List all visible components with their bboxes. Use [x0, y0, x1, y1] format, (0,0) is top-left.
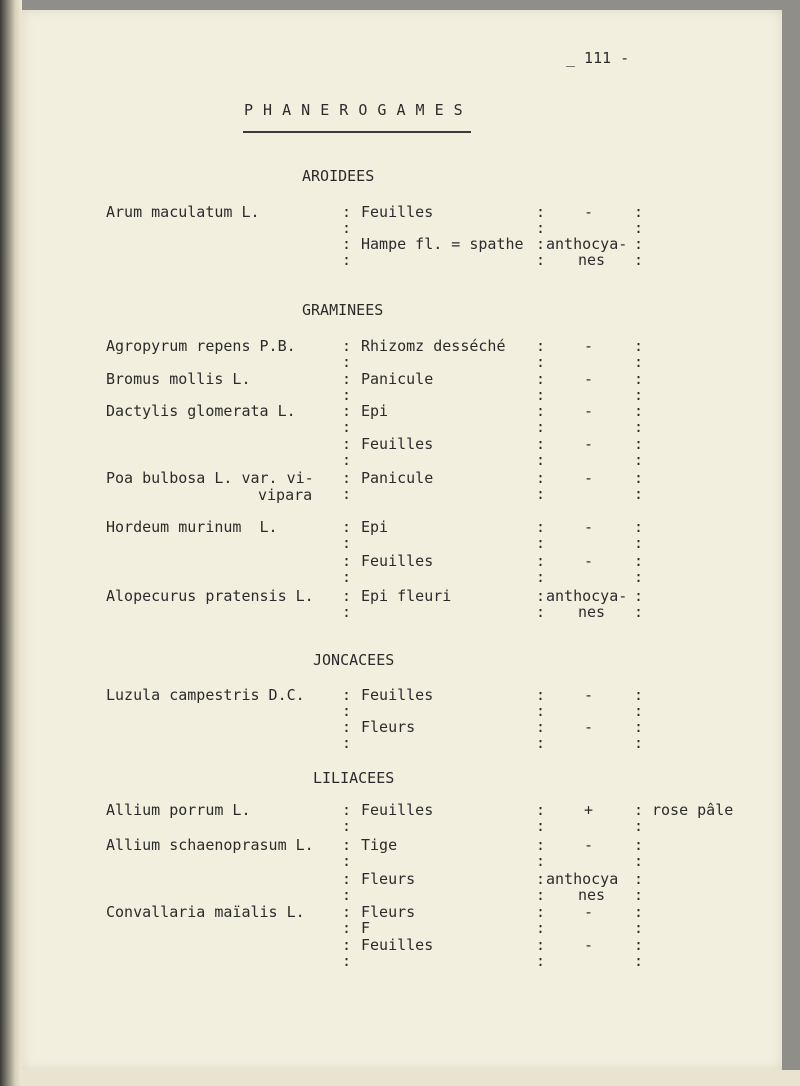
plant-part: Hampe fl. = spathe	[361, 235, 524, 253]
page-number: _ 111 -	[566, 49, 630, 67]
plant-part: Feuilles	[361, 686, 434, 704]
column-separator: :	[536, 337, 546, 355]
result-value: anthocya	[546, 870, 619, 888]
result-value: -	[584, 435, 594, 453]
column-separator: :	[634, 552, 644, 570]
plant-part: Panicule	[361, 370, 434, 388]
column-separator: :	[536, 870, 546, 888]
column-separator: :	[536, 952, 546, 970]
column-separator: :	[536, 836, 546, 854]
column-separator: :	[634, 469, 644, 487]
result-value: -	[584, 552, 594, 570]
family-heading-joncacees: JONCACEES	[313, 651, 395, 669]
plant-part: Fleurs	[361, 718, 416, 736]
column-separator: :	[634, 518, 644, 536]
column-separator: :	[342, 587, 352, 605]
column-separator: :	[634, 936, 644, 954]
page-bottom-edge	[22, 1070, 800, 1086]
column-separator: :	[536, 485, 546, 503]
plant-part: Feuilles	[361, 552, 434, 570]
column-separator: :	[634, 952, 644, 970]
column-separator: :	[634, 702, 644, 720]
plant-part-continued: F	[361, 919, 371, 937]
column-separator: :	[342, 702, 352, 720]
column-separator: :	[634, 568, 644, 586]
column-separator: :	[342, 386, 352, 404]
plant-part: Fleurs	[361, 870, 416, 888]
column-separator: :	[634, 451, 644, 469]
result-value: -	[584, 518, 594, 536]
family-heading-liliacees: LILIACEES	[313, 769, 395, 787]
column-separator: :	[536, 451, 546, 469]
column-separator: :	[342, 251, 352, 269]
column-separator: :	[536, 518, 546, 536]
column-separator: :	[536, 418, 546, 436]
column-separator: :	[342, 852, 352, 870]
plant-part: Feuilles	[361, 435, 434, 453]
column-separator: :	[634, 353, 644, 371]
result-value-continued: nes	[578, 886, 606, 904]
column-separator: :	[536, 801, 546, 819]
result-value: -	[584, 469, 594, 487]
result-value: -	[584, 936, 594, 954]
column-separator: :	[342, 337, 352, 355]
column-separator: :	[536, 435, 546, 453]
column-separator: :	[634, 801, 644, 819]
column-separator: :	[536, 903, 546, 921]
result-value: -	[584, 203, 594, 221]
column-separator: :	[342, 919, 352, 937]
result-value: -	[584, 836, 594, 854]
result-value: anthocya-	[546, 235, 628, 253]
result-note: rose pâle	[652, 801, 734, 819]
column-separator: :	[342, 203, 352, 221]
column-separator: :	[342, 952, 352, 970]
column-separator: :	[342, 485, 352, 503]
column-separator: :	[342, 402, 352, 420]
result-value-continued: nes	[578, 603, 606, 621]
column-separator: :	[634, 919, 644, 937]
result-value-continued: nes	[578, 251, 606, 269]
column-separator: :	[536, 718, 546, 736]
column-separator: :	[536, 235, 546, 253]
column-separator: :	[342, 370, 352, 388]
column-separator: :	[536, 686, 546, 704]
column-separator: :	[536, 568, 546, 586]
column-separator: :	[536, 734, 546, 752]
species-name: Luzula campestris D.C.	[106, 686, 305, 704]
column-separator: :	[536, 386, 546, 404]
species-name: Hordeum murinum L.	[106, 518, 278, 536]
column-separator: :	[536, 552, 546, 570]
column-separator: :	[634, 686, 644, 704]
column-separator: :	[634, 370, 644, 388]
plant-part: Fleurs	[361, 903, 416, 921]
result-value: anthocya-	[546, 587, 628, 605]
plant-part: Feuilles	[361, 203, 434, 221]
column-separator: :	[634, 203, 644, 221]
result-value: +	[584, 801, 594, 819]
column-separator: :	[634, 587, 644, 605]
column-separator: :	[536, 370, 546, 388]
column-separator: :	[536, 587, 546, 605]
column-separator: :	[342, 686, 352, 704]
column-separator: :	[342, 534, 352, 552]
column-separator: :	[634, 817, 644, 835]
column-separator: :	[536, 852, 546, 870]
column-separator: :	[342, 734, 352, 752]
column-separator: :	[342, 836, 352, 854]
column-separator: :	[536, 469, 546, 487]
column-separator: :	[634, 386, 644, 404]
column-separator: :	[342, 469, 352, 487]
column-separator: :	[342, 936, 352, 954]
column-separator: :	[342, 817, 352, 835]
family-heading-graminees: GRAMINEES	[302, 301, 384, 319]
column-separator: :	[634, 718, 644, 736]
family-heading-aroidees: AROIDEES	[302, 167, 375, 185]
species-name-continued: vipara	[258, 486, 313, 504]
column-separator: :	[342, 801, 352, 819]
column-separator: :	[634, 903, 644, 921]
column-separator: :	[342, 870, 352, 888]
column-separator: :	[634, 870, 644, 888]
column-separator: :	[342, 552, 352, 570]
plant-part: Tige	[361, 836, 398, 854]
column-separator: :	[342, 219, 352, 237]
column-separator: :	[634, 219, 644, 237]
column-separator: :	[634, 235, 644, 253]
column-separator: :	[342, 903, 352, 921]
column-separator: :	[634, 734, 644, 752]
column-separator: :	[536, 353, 546, 371]
plant-part: Epi	[361, 402, 389, 420]
column-separator: :	[536, 203, 546, 221]
species-name: Bromus mollis L.	[106, 370, 251, 388]
column-separator: :	[634, 251, 644, 269]
column-separator: :	[536, 886, 546, 904]
column-separator: :	[536, 919, 546, 937]
column-separator: :	[536, 603, 546, 621]
plant-part: Feuilles	[361, 801, 434, 819]
result-value: -	[584, 718, 594, 736]
species-name: Alopecurus pratensis L.	[106, 587, 314, 605]
column-separator: :	[342, 886, 352, 904]
column-separator: :	[634, 603, 644, 621]
column-separator: :	[342, 435, 352, 453]
result-value: -	[584, 337, 594, 355]
result-value: -	[584, 402, 594, 420]
column-separator: :	[536, 251, 546, 269]
result-value: -	[584, 903, 594, 921]
plant-part: Epi	[361, 518, 389, 536]
column-separator: :	[634, 402, 644, 420]
column-separator: :	[342, 235, 352, 253]
column-separator: :	[634, 418, 644, 436]
species-name: Arum maculatum L.	[106, 203, 260, 221]
column-separator: :	[634, 534, 644, 552]
result-value: -	[584, 370, 594, 388]
column-separator: :	[342, 418, 352, 436]
plant-part: Feuilles	[361, 936, 434, 954]
column-separator: :	[634, 836, 644, 854]
column-separator: :	[536, 402, 546, 420]
column-separator: :	[634, 485, 644, 503]
species-name: Allium porrum L.	[106, 801, 251, 819]
plant-part: Rhizomz desséché	[361, 337, 506, 355]
column-separator: :	[536, 817, 546, 835]
result-value: -	[584, 686, 594, 704]
column-separator: :	[342, 451, 352, 469]
binding-spine	[0, 0, 22, 1086]
column-separator: :	[342, 353, 352, 371]
column-separator: :	[634, 337, 644, 355]
column-separator: :	[536, 702, 546, 720]
column-separator: :	[536, 534, 546, 552]
column-separator: :	[536, 219, 546, 237]
title-underline	[243, 131, 471, 133]
species-name: Allium schaenoprasum L.	[106, 836, 314, 854]
species-name: Agropyrum repens P.B.	[106, 337, 296, 355]
column-separator: :	[342, 718, 352, 736]
plant-part: Epi fleuri	[361, 587, 452, 605]
column-separator: :	[342, 568, 352, 586]
column-separator: :	[342, 518, 352, 536]
species-name: Convallaria maïalis L.	[106, 903, 305, 921]
column-separator: :	[536, 936, 546, 954]
page-title: P H A N E R O G A M E S	[244, 101, 464, 119]
species-name: Dactylis glomerata L.	[106, 402, 296, 420]
column-separator: :	[342, 603, 352, 621]
column-separator: :	[634, 435, 644, 453]
species-name: Poa bulbosa L. var. vi-	[106, 469, 314, 487]
column-separator: :	[634, 886, 644, 904]
plant-part: Panicule	[361, 469, 434, 487]
column-separator: :	[634, 852, 644, 870]
